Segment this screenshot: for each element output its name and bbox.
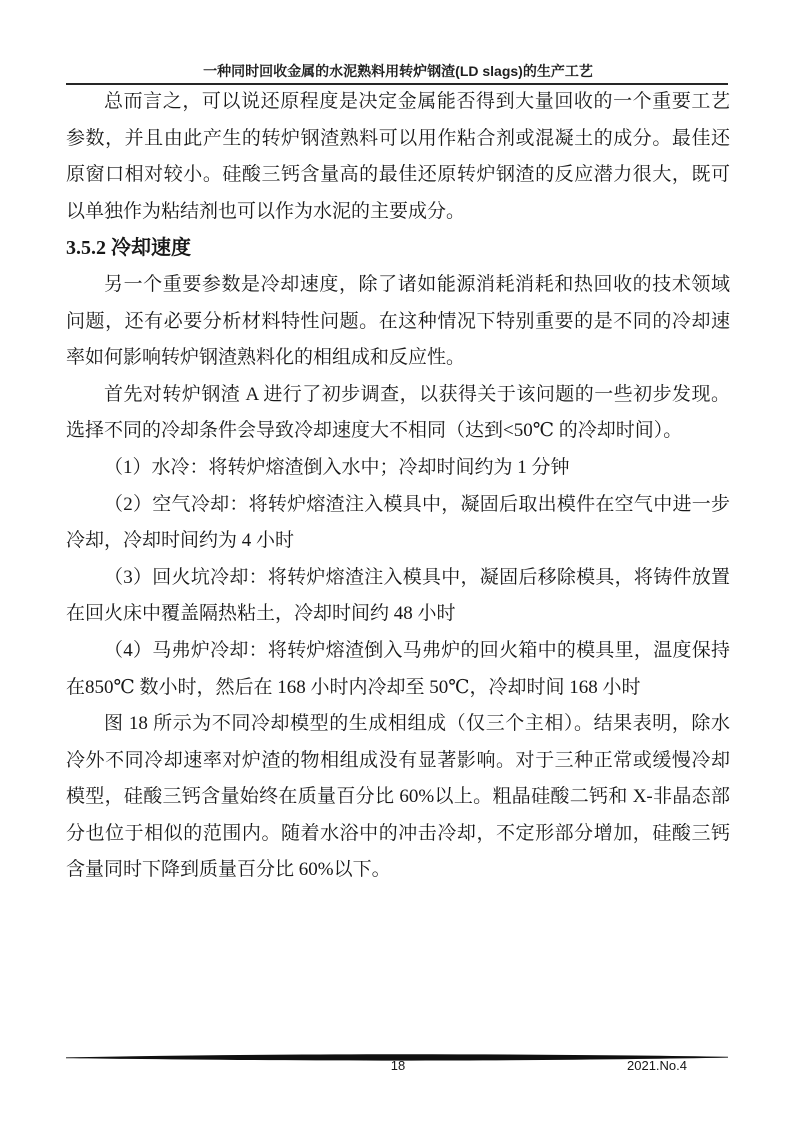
- list-item-paragraph: （1）水冷：将转炉熔渣倒入水中；冷却时间约为 1 分钟: [104, 456, 570, 478]
- list-item-paragraph: （3）回火坑冷却：将转炉熔渣注入模具中，凝固后移除模具，将铸件放置在回火床中覆盖隔热粘土，冷却时间约 48 小时: [66, 566, 730, 625]
- issue-label: 2021.No.4: [627, 1058, 687, 1073]
- document-body: [66, 84, 730, 889]
- list-item-paragraph: （4）马弗炉冷却：将转炉熔渣倒入马弗炉的回火箱中的模具里，温度保持在850℃ 数小时，然后在 168 小时内冷却至 50℃，冷却时间 168 小时: [66, 639, 730, 698]
- page-number: 18: [390, 1058, 406, 1073]
- paragraph: 总而言之，可以说还原程度是决定金属能否得到大量回收的一个重要工艺参数，并且由此产生的转炉钢渣熟料可以用作粘合剂或混凝土的成分。最佳还原窗口相对较小。硅酸三钙含量高的最佳还原转炉钢渣的反应潜力很大，既可以单独作为粘结剂也可以作为水泥的主要成分。: [66, 91, 730, 222]
- list-item-paragraph: （2）空气冷却：将转炉熔渣注入模具中，凝固后取出模件在空气中进一步冷却，冷却时间约为 4 小时: [66, 493, 730, 552]
- paragraph: 图 18 所示为不同冷却模型的生成相组成（仅三个主相）。结果表明，除水冷外不同冷却速率对炉渣的物相组成没有显著影响。对于三种正常或缓慢冷却模型，硅酸三钙含量始终在质量百分比 60%以上。粗晶硅酸二钙和 X-非晶态部分也位于相似的范围内。随着水浴中的冲击冷却，不定形部分增加，硅酸三钙含量同时下降到质量百分比 60%以下。: [66, 713, 730, 881]
- paragraph: 另一个重要参数是冷却速度，除了诸如能源消耗消耗和热回收的技术领域问题，还有必要分析材料特性问题。在这种情况下特别重要的是不同的冷却速率如何影响转炉钢渣熟料化的相组成和反应性。: [66, 273, 730, 369]
- section-heading: 3.5.2 冷却速度: [66, 237, 191, 260]
- footer-rule: [66, 1049, 728, 1058]
- paragraph: 首先对转炉钢渣 A 进行了初步调查，以获得关于该问题的一些初步发现。选择不同的冷却条件会导致冷却速度大不相同（达到<50℃ 的冷却时间）。: [66, 383, 730, 442]
- running-header-title: 一种同时回收金属的水泥熟料用转炉钢渣(LD slags)的生产工艺: [203, 63, 593, 79]
